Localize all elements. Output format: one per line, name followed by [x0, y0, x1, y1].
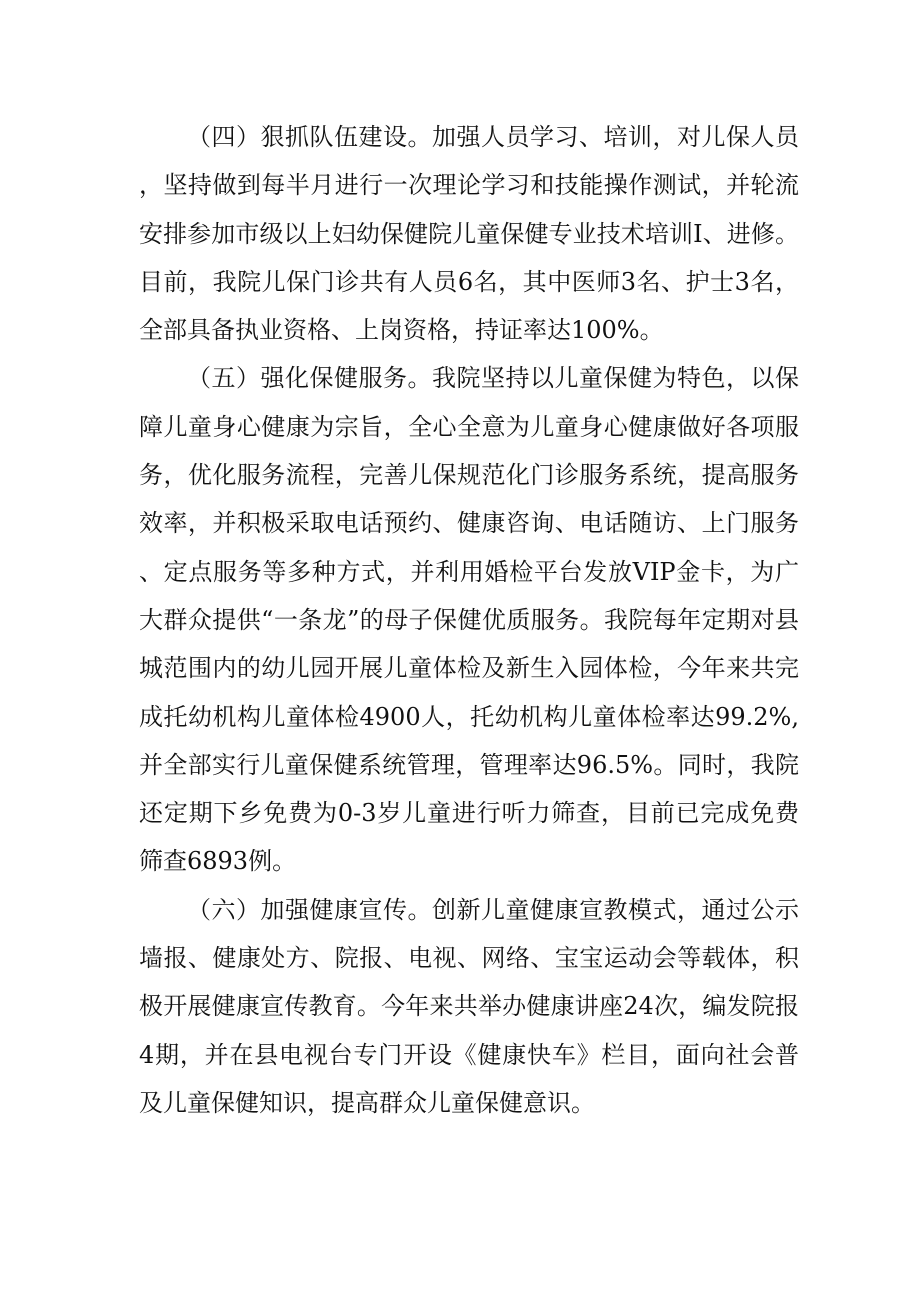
- paragraph-team-building: （四）狠抓队伍建设。加强人员学习、培训，对儿保人员，坚持做到每半月进行一次理论学习和技能操作测试，并轮流安排参加市级以上妇幼保健院儿童保健专业技术培训I、进修。目前，我院儿保门诊共有人员6名，其中医师3名、护士3名，全部具备执业资格、上岗资格，持证率达100%。: [139, 123, 799, 345]
- document-page: [139, 113, 799, 1127]
- paragraph-health-promotion: （六）加强健康宣传。创新儿童健康宣教模式，通过公示墙报、健康处方、院报、电视、网络、宝宝运动会等载体，积极开展健康宣传教育。今年来共举办健康讲座24次，编发院报4期，并在县电视台专门开设《健康快车》栏目，面向社会普及儿童保健知识，提高群众儿童保健意识。: [139, 895, 799, 1117]
- paragraph-health-services: （五）强化保健服务。我院坚持以儿童保健为特色，以保障儿童身心健康为宗旨，全心全意为儿童身心健康做好各项服务，优化服务流程，完善儿保规范化门诊服务系统，提高服务效率，并积极采取电话预约、健康咨询、电话随访、上门服务、定点服务等多种方式，并利用婚检平台发放VIP金卡，为广大群众提供“一条龙”的母子保健优质服务。我院每年定期对县城范围内的幼儿园开展儿童体检及新生入园体检，今年来共完成托幼机构儿童体检4900人，托幼机构儿童体检率达99.2%,并全部实行儿童保健系统管理，管理率达96.5%。同时，我院还定期下乡免费为0-3岁儿童进行听力筛查，目前已完成免费筛查6893例。: [139, 364, 799, 876]
